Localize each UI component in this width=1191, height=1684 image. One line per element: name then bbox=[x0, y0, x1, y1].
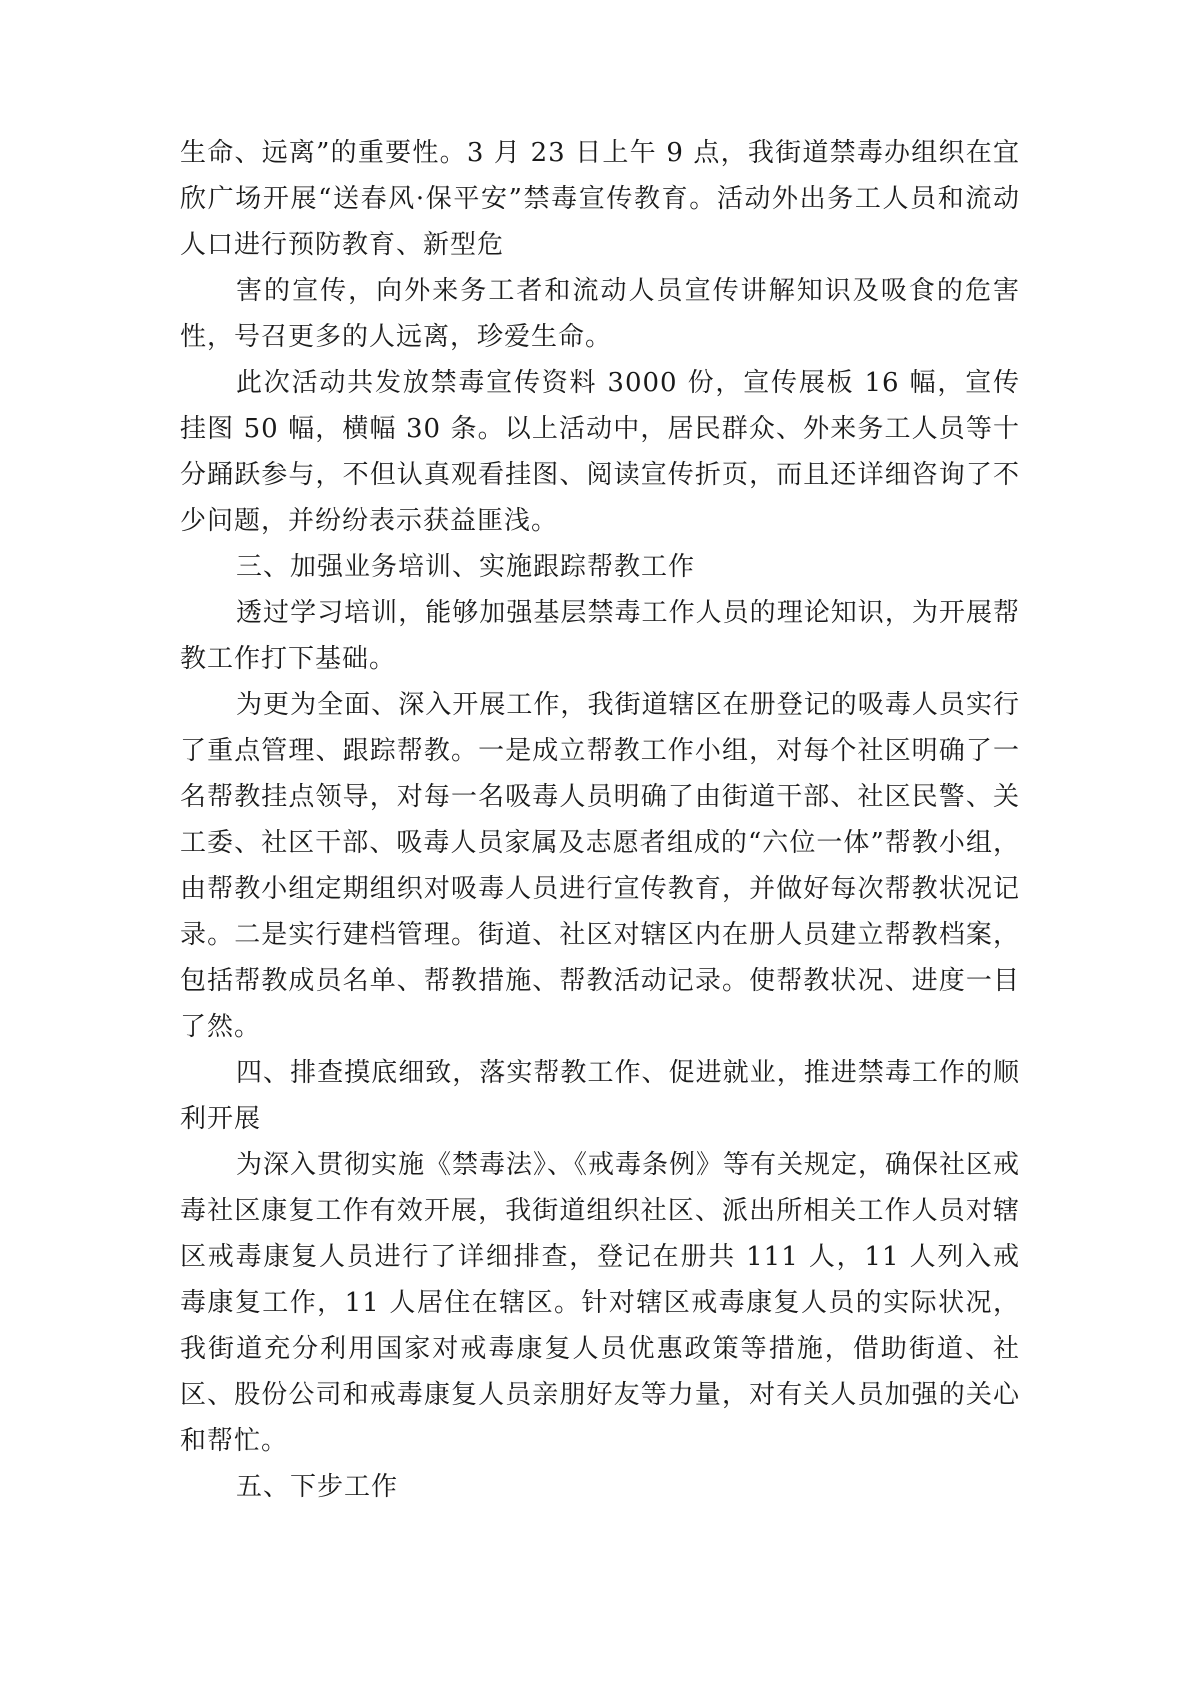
paragraph-training: 透过学习培训，能够加强基层禁毒工作人员的理论知识，为开展帮教工作打下基础。 bbox=[180, 598, 1020, 674]
paragraph-propaganda-harm: 害的宣传，向外来务工者和流动人员宣传讲解知识及吸食的危害性，号召更多的人远离，珍爱生命。 bbox=[180, 276, 1020, 352]
section-heading-3: 三、加强业务培训、实施跟踪帮教工作 bbox=[236, 552, 696, 582]
paragraph-activity-materials: 此次活动共发放禁毒宣传资料 3000 份，宣传展板 16 幅，宣传挂图 50 幅，横幅 30 条。以上活动中，居民群众、外来务工人员等十分踊跃参与，不但认真观看挂图、阅读宣传折页，而且还详细咨询了不少问题，并纷纷表示获益匪浅。 bbox=[180, 368, 1020, 536]
section-heading-5: 五、下步工作 bbox=[236, 1472, 399, 1502]
paragraph-tracking-assistance: 为更为全面、深入开展工作，我街道辖区在册登记的吸毒人员实行了重点管理、跟踪帮教。一是成立帮教工作小组，对每个社区明确了一名帮教挂点领导，对每一名吸毒人员明确了由街道干部、社区民警、关工委、社区干部、吸毒人员家属及志愿者组成的“六位一体”帮教小组，由帮教小组定期组织对吸毒人员进行宣传教育，并做好每次帮教状况记录。二是实行建档管理。街道、社区对辖区内在册人员建立帮教档案，包括帮教成员名单、帮教措施、帮教活动记录。使帮教状况、进度一目了然。 bbox=[180, 690, 1020, 1042]
document-body bbox=[180, 130, 1020, 1510]
paragraph-continuation: 生命、远离”的重要性。3 月 23 日上午 9 点，我街道禁毒办组织在宜欣广场开展“送春风·保平安”禁毒宣传教育。活动外出务工人员和流动人口进行预防教育、新型危 bbox=[180, 138, 1020, 260]
paragraph-investigation: 为深入贯彻实施《禁毒法》、《戒毒条例》等有关规定，确保社区戒毒社区康复工作有效开展，我街道组织社区、派出所相关工作人员对辖区戒毒康复人员进行了详细排查，登记在册共 111 人，11 人列入戒毒康复工作，11 人居住在辖区。针对辖区戒毒康复人员的实际状况，我街道充分利用国家对戒毒康复人员优惠政策等措施，借助街道、社区、股份公司和戒毒康复人员亲朋好友等力量，对有关人员加强的关心和帮忙。 bbox=[180, 1150, 1021, 1456]
section-heading-4: 四、排查摸底细致，落实帮教工作、促进就业，推进禁毒工作的顺利开展 bbox=[180, 1058, 1020, 1134]
